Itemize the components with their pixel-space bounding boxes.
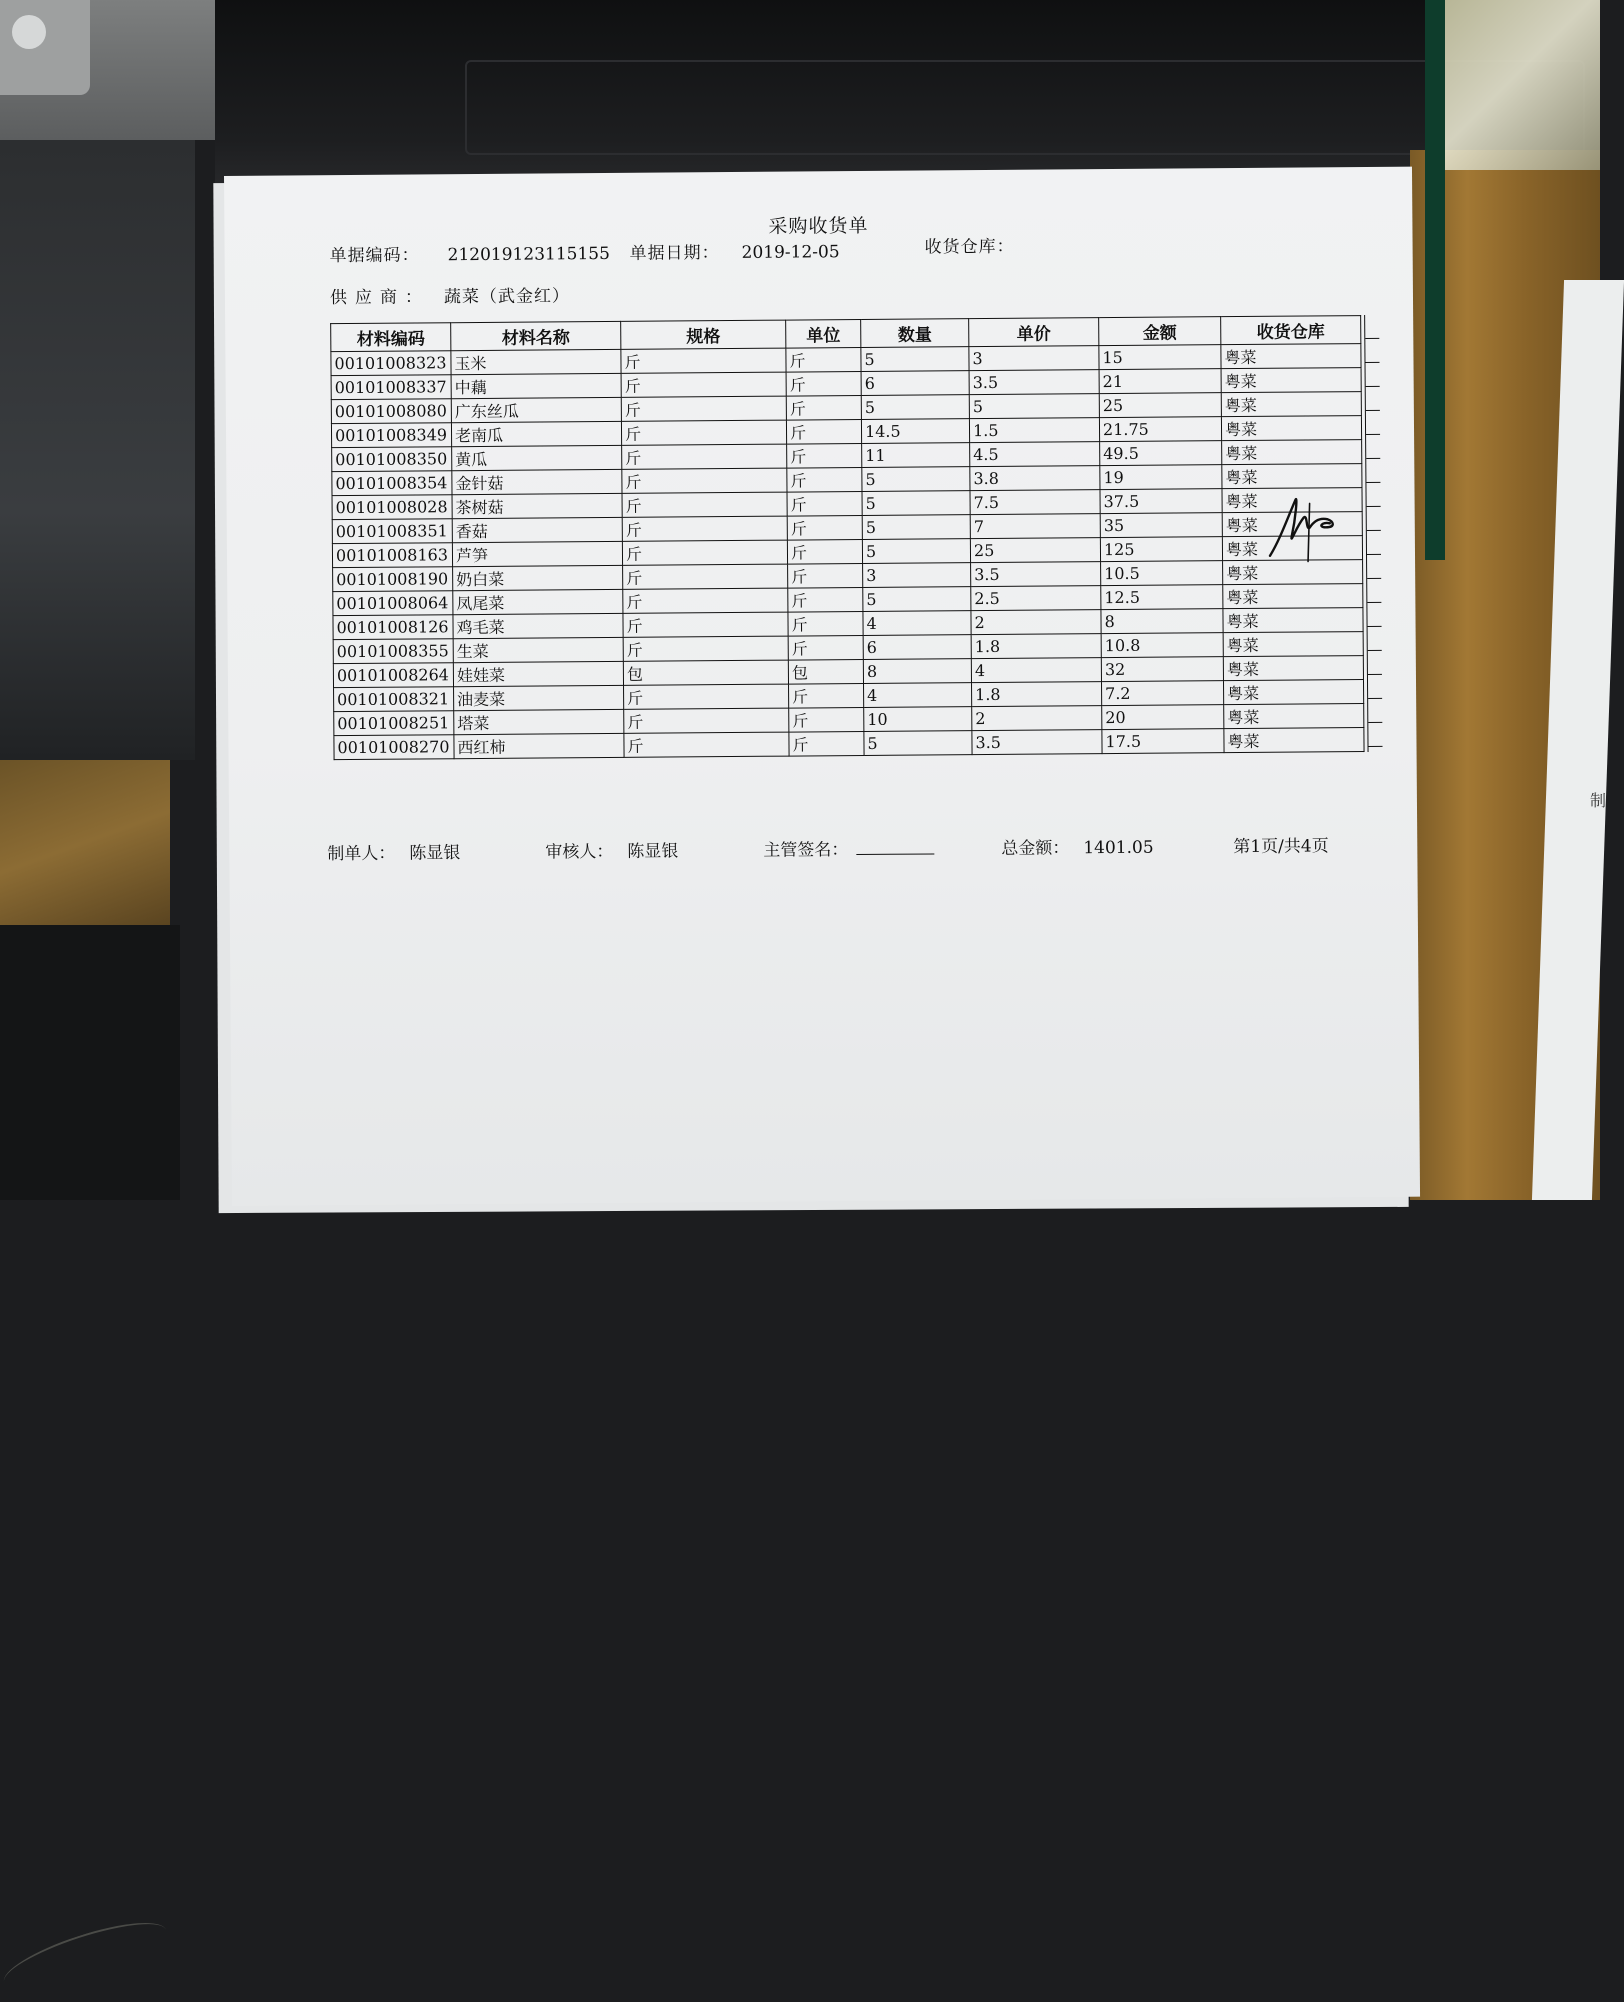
spec-cell: 斤 bbox=[621, 420, 786, 445]
unit-price-cell: 2.5 bbox=[971, 586, 1101, 611]
col-header: 数量 bbox=[861, 319, 969, 348]
background-left-bottom bbox=[0, 925, 180, 1200]
doc-number-label: 单据编码： bbox=[329, 245, 420, 267]
material-code-cell: 00101008028 bbox=[332, 495, 452, 520]
amount-cell: 20 bbox=[1102, 705, 1224, 730]
reviewer-field bbox=[545, 836, 678, 862]
warehouse-label: 收货仓库： bbox=[924, 236, 1015, 258]
spec-cell: 斤 bbox=[624, 732, 789, 757]
margin-tick bbox=[1367, 507, 1381, 531]
supplier-label: 供应商： bbox=[329, 287, 431, 309]
quantity-cell: 3 bbox=[863, 563, 971, 588]
document-title: 采购收货单 bbox=[768, 214, 869, 238]
spec-cell: 斤 bbox=[622, 492, 787, 517]
margin-tick bbox=[1365, 315, 1379, 339]
amount-cell: 10.5 bbox=[1101, 561, 1223, 586]
spec-cell: 斤 bbox=[622, 444, 787, 469]
purchase-receipt-sheet bbox=[224, 167, 1420, 1206]
table-right-margin-ticks bbox=[1364, 315, 1382, 752]
unit-price-cell: 4.5 bbox=[970, 442, 1100, 467]
quantity-cell: 4 bbox=[863, 611, 971, 636]
warehouse-cell: 粤菜 bbox=[1221, 392, 1361, 417]
margin-tick bbox=[1367, 531, 1381, 555]
device-knob bbox=[12, 15, 46, 49]
margin-tick bbox=[1367, 555, 1381, 579]
warehouse-cell: 粤菜 bbox=[1224, 704, 1364, 729]
material-code-cell: 00101008350 bbox=[332, 447, 452, 472]
amount-cell: 37.5 bbox=[1100, 489, 1222, 514]
material-code-cell: 00101008321 bbox=[334, 687, 454, 712]
unit-price-cell: 3 bbox=[969, 346, 1099, 371]
unit-price-cell: 1.8 bbox=[972, 682, 1102, 707]
amount-cell: 8 bbox=[1101, 609, 1223, 634]
quantity-cell: 5 bbox=[862, 515, 970, 540]
adjacent-paper-text: 制 bbox=[1590, 791, 1607, 810]
reviewer-value: 陈显银 bbox=[627, 841, 679, 862]
warehouse-cell: 粤菜 bbox=[1221, 416, 1361, 441]
warehouse-cell: 粤菜 bbox=[1222, 536, 1362, 561]
material-name-cell: 生菜 bbox=[453, 637, 623, 662]
supervisor-field bbox=[763, 834, 934, 860]
unit-price-cell: 4 bbox=[971, 658, 1101, 683]
unit-price-cell: 3.5 bbox=[969, 370, 1099, 395]
material-code-cell: 00101008126 bbox=[333, 615, 453, 640]
doc-date-field bbox=[630, 237, 840, 264]
col-header: 单价 bbox=[969, 318, 1099, 347]
material-code-cell: 00101008355 bbox=[333, 639, 453, 664]
maker-field bbox=[327, 838, 460, 864]
doc-date-value: 2019-12-05 bbox=[741, 242, 840, 263]
warehouse-cell: 粤菜 bbox=[1223, 608, 1363, 633]
col-header: 材料编码 bbox=[331, 323, 451, 352]
items-table bbox=[330, 315, 1364, 760]
unit-price-cell: 2 bbox=[972, 706, 1102, 731]
unit-cell: 斤 bbox=[786, 372, 861, 397]
spec-cell: 斤 bbox=[623, 612, 788, 637]
amount-cell: 10.8 bbox=[1101, 633, 1223, 658]
unit-cell: 斤 bbox=[787, 491, 862, 516]
quantity-cell: 5 bbox=[861, 347, 969, 372]
material-name-cell: 鸡毛菜 bbox=[453, 613, 623, 638]
material-name-cell: 娃娃菜 bbox=[453, 661, 623, 686]
material-code-cell: 00101008190 bbox=[333, 567, 453, 592]
margin-tick bbox=[1366, 483, 1380, 507]
quantity-cell: 5 bbox=[864, 731, 972, 756]
unit-cell: 斤 bbox=[786, 396, 861, 421]
margin-tick bbox=[1367, 579, 1381, 603]
doc-number-value: 212019123115155 bbox=[447, 243, 610, 266]
col-header: 金额 bbox=[1099, 317, 1221, 346]
supplier-field bbox=[330, 281, 570, 308]
unit-cell: 斤 bbox=[789, 731, 864, 756]
margin-tick bbox=[1366, 459, 1380, 483]
unit-price-cell: 2 bbox=[971, 610, 1101, 635]
warehouse-cell: 粤菜 bbox=[1222, 512, 1362, 537]
background-left-wood bbox=[0, 760, 170, 925]
col-header: 单位 bbox=[786, 320, 861, 349]
handwritten-signature bbox=[1261, 487, 1352, 568]
page-info: 第1页/共4页 bbox=[1233, 836, 1329, 858]
items-table-body bbox=[331, 344, 1364, 760]
amount-cell: 17.5 bbox=[1102, 729, 1224, 754]
warehouse-field bbox=[924, 232, 1014, 258]
unit-cell: 斤 bbox=[786, 348, 861, 373]
material-name-cell: 中藕 bbox=[451, 373, 621, 398]
amount-cell: 19 bbox=[1100, 465, 1222, 490]
material-name-cell: 金针菇 bbox=[452, 469, 622, 494]
margin-tick bbox=[1366, 435, 1380, 459]
reviewer-label: 审核人： bbox=[545, 841, 614, 863]
material-name-cell: 香菇 bbox=[452, 517, 622, 542]
col-header: 材料名称 bbox=[451, 321, 621, 350]
warehouse-cell: 粤菜 bbox=[1221, 368, 1361, 393]
unit-price-cell: 25 bbox=[970, 538, 1100, 563]
material-code-cell: 00101008351 bbox=[332, 519, 452, 544]
spec-cell: 斤 bbox=[623, 636, 788, 661]
amount-cell: 7.2 bbox=[1101, 681, 1223, 706]
amount-cell: 12.5 bbox=[1101, 585, 1223, 610]
spec-cell: 斤 bbox=[621, 348, 786, 373]
spec-cell: 斤 bbox=[622, 540, 787, 565]
material-name-cell: 塔菜 bbox=[454, 709, 624, 734]
background-device bbox=[0, 0, 90, 95]
quantity-cell: 5 bbox=[863, 587, 971, 612]
material-code-cell: 00101008323 bbox=[331, 351, 451, 376]
warehouse-cell: 粤菜 bbox=[1222, 464, 1362, 489]
material-code-cell: 00101008163 bbox=[332, 543, 452, 568]
margin-tick bbox=[1367, 603, 1381, 627]
material-name-cell: 老南瓜 bbox=[451, 421, 621, 446]
material-code-cell: 00101008251 bbox=[334, 711, 454, 736]
background-plastic-bag bbox=[1445, 0, 1600, 170]
col-header: 规格 bbox=[621, 320, 786, 349]
spec-cell: 包 bbox=[623, 660, 788, 685]
spec-cell: 斤 bbox=[622, 516, 787, 541]
material-name-cell: 油麦菜 bbox=[454, 685, 624, 710]
material-code-cell: 00101008349 bbox=[331, 423, 451, 448]
unit-price-cell: 7.5 bbox=[970, 490, 1100, 515]
warehouse-cell: 粤菜 bbox=[1223, 560, 1363, 585]
warehouse-cell: 粤菜 bbox=[1224, 728, 1364, 753]
unit-price-cell: 1.8 bbox=[971, 634, 1101, 659]
maker-label: 制单人： bbox=[327, 843, 396, 865]
quantity-cell: 6 bbox=[861, 371, 969, 396]
material-code-cell: 00101008264 bbox=[333, 663, 453, 688]
material-name-cell: 黄瓜 bbox=[452, 445, 622, 470]
material-name-cell: 芦笋 bbox=[452, 541, 622, 566]
amount-cell: 21.75 bbox=[1099, 417, 1221, 442]
unit-cell: 斤 bbox=[789, 683, 864, 708]
supervisor-label: 主管签名： bbox=[763, 840, 849, 861]
margin-tick bbox=[1365, 339, 1379, 363]
unit-price-cell: 5 bbox=[969, 394, 1099, 419]
unit-price-cell: 3.5 bbox=[971, 562, 1101, 587]
doc-date-label: 单据日期： bbox=[629, 243, 720, 264]
doc-number-field bbox=[330, 239, 610, 266]
amount-cell: 15 bbox=[1099, 345, 1221, 370]
margin-tick bbox=[1368, 651, 1382, 675]
spec-cell: 斤 bbox=[621, 372, 786, 397]
material-name-cell: 茶树菇 bbox=[452, 493, 622, 518]
total-value: 1401.05 bbox=[1083, 837, 1154, 859]
quantity-cell: 6 bbox=[863, 635, 971, 660]
quantity-cell: 4 bbox=[864, 683, 972, 708]
quantity-cell: 8 bbox=[863, 659, 971, 684]
amount-cell: 21 bbox=[1099, 369, 1221, 394]
quantity-cell: 14.5 bbox=[861, 419, 969, 444]
items-table-wrap bbox=[330, 315, 1383, 760]
margin-tick bbox=[1368, 675, 1382, 699]
unit-cell: 包 bbox=[788, 659, 863, 684]
total-field bbox=[1001, 833, 1154, 859]
spec-cell: 斤 bbox=[621, 396, 786, 421]
quantity-cell: 5 bbox=[862, 539, 970, 564]
unit-cell: 斤 bbox=[788, 563, 863, 588]
unit-cell: 斤 bbox=[788, 635, 863, 660]
unit-cell: 斤 bbox=[788, 611, 863, 636]
amount-cell: 32 bbox=[1101, 657, 1223, 682]
material-code-cell: 00101008064 bbox=[333, 591, 453, 616]
unit-price-cell: 7 bbox=[970, 514, 1100, 539]
quantity-cell: 5 bbox=[862, 491, 970, 516]
margin-tick bbox=[1368, 627, 1382, 651]
margin-tick bbox=[1368, 723, 1382, 747]
warehouse-cell: 粤菜 bbox=[1223, 632, 1363, 657]
amount-cell: 125 bbox=[1100, 537, 1222, 562]
supplier-value: 蔬菜（武金红） bbox=[443, 286, 571, 308]
material-name-cell: 广东丝瓜 bbox=[451, 397, 621, 422]
material-code-cell: 00101008354 bbox=[332, 471, 452, 496]
spec-cell: 斤 bbox=[623, 588, 788, 613]
unit-cell: 斤 bbox=[787, 539, 862, 564]
background-left-panel bbox=[0, 140, 195, 760]
total-label: 总金额： bbox=[1001, 838, 1070, 859]
warehouse-cell: 粤菜 bbox=[1222, 440, 1362, 465]
warehouse-cell: 粤菜 bbox=[1222, 488, 1362, 513]
warehouse-cell: 粤菜 bbox=[1223, 584, 1363, 609]
unit-cell: 斤 bbox=[787, 515, 862, 540]
margin-tick bbox=[1366, 387, 1380, 411]
quantity-cell: 10 bbox=[864, 707, 972, 732]
spec-cell: 斤 bbox=[622, 468, 787, 493]
background-cable bbox=[0, 1910, 172, 2002]
quantity-cell: 11 bbox=[862, 443, 970, 468]
amount-cell: 49.5 bbox=[1100, 441, 1222, 466]
warehouse-cell: 粤菜 bbox=[1223, 680, 1363, 705]
background-right-strip bbox=[1425, 0, 1445, 560]
material-code-cell: 00101008337 bbox=[331, 375, 451, 400]
spec-cell: 斤 bbox=[623, 564, 788, 589]
warehouse-cell: 粤菜 bbox=[1221, 344, 1361, 369]
amount-cell: 35 bbox=[1100, 513, 1222, 538]
material-name-cell: 西红柿 bbox=[454, 733, 624, 758]
unit-price-cell: 1.5 bbox=[969, 418, 1099, 443]
material-name-cell: 奶白菜 bbox=[453, 565, 623, 590]
spec-cell: 斤 bbox=[624, 708, 789, 733]
amount-cell: 25 bbox=[1099, 393, 1221, 418]
margin-tick bbox=[1366, 363, 1380, 387]
margin-tick bbox=[1368, 699, 1382, 723]
unit-cell: 斤 bbox=[786, 420, 861, 445]
warehouse-cell: 粤菜 bbox=[1223, 656, 1363, 681]
supervisor-signature-line bbox=[856, 839, 934, 855]
material-name-cell: 玉米 bbox=[451, 349, 621, 374]
unit-cell: 斤 bbox=[787, 467, 862, 492]
material-code-cell: 00101008080 bbox=[331, 399, 451, 424]
material-code-cell: 00101008270 bbox=[334, 735, 454, 760]
margin-tick bbox=[1366, 411, 1380, 435]
printer-slot bbox=[465, 60, 1585, 155]
quantity-cell: 5 bbox=[862, 467, 970, 492]
material-name-cell: 凤尾菜 bbox=[453, 589, 623, 614]
unit-price-cell: 3.5 bbox=[972, 730, 1102, 755]
maker-value: 陈显银 bbox=[409, 843, 461, 864]
quantity-cell: 5 bbox=[861, 395, 969, 420]
unit-price-cell: 3.8 bbox=[970, 466, 1100, 491]
unit-cell: 斤 bbox=[788, 587, 863, 612]
col-header: 收货仓库 bbox=[1221, 316, 1361, 345]
unit-cell: 斤 bbox=[789, 707, 864, 732]
spec-cell: 斤 bbox=[624, 684, 789, 709]
unit-cell: 斤 bbox=[787, 444, 862, 469]
